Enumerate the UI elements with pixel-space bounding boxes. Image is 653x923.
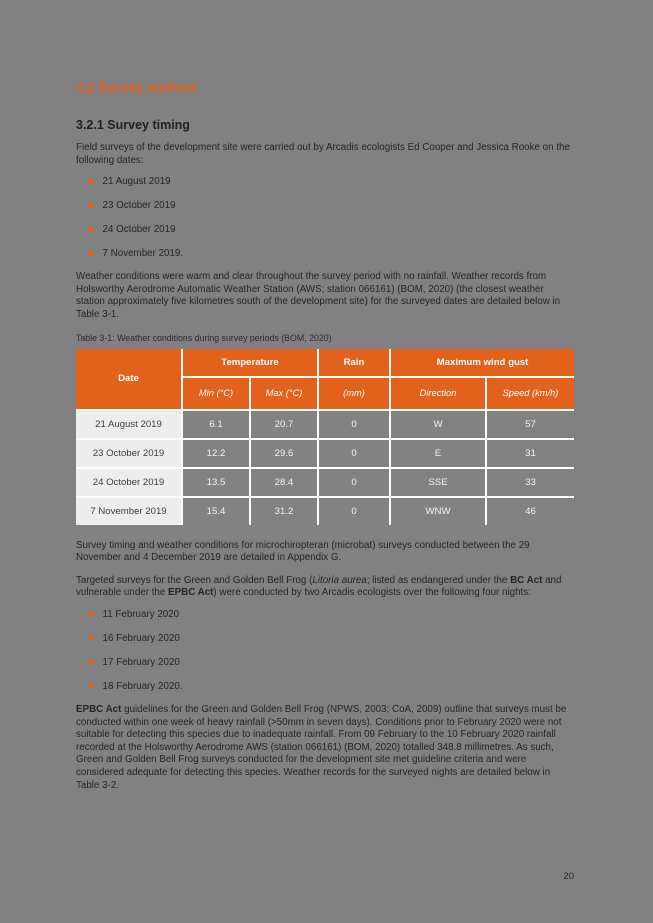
cell-min: 13.5 [183, 469, 249, 496]
epbc-paragraph [76, 704, 574, 792]
list-item-label: 21 August 2019 [102, 176, 171, 188]
cell-max: 20.7 [251, 411, 317, 438]
list-item [76, 632, 574, 645]
bullet-icon [88, 636, 93, 641]
frog-text-1: Targeted surveys for the Green and Golden Bell Frog ( [76, 574, 313, 586]
list-item-label: 18 February 2020. [102, 680, 183, 692]
list-item [76, 199, 574, 212]
cell-direction: WNW [391, 498, 485, 525]
cell-rain: 0 [319, 440, 389, 467]
frog-text-2: ; listed as endangered under the [366, 574, 511, 586]
list-item-label: 23 October 2019 [102, 200, 176, 212]
list-item [76, 247, 574, 260]
table-caption: Table 3-1: Weather conditions during survey periods (BOM, 2020) [76, 332, 332, 343]
list-item [76, 656, 574, 669]
bullet-icon [88, 612, 93, 617]
col-header-temperature: Temperature [183, 349, 317, 376]
col-subheader-direction: Direction [391, 378, 485, 409]
epbc-act-lead: EPBC Act [76, 703, 122, 715]
bullet-icon [88, 660, 93, 665]
cell-speed: 46 [487, 498, 574, 525]
cell-speed: 33 [487, 469, 574, 496]
cell-rain: 0 [319, 411, 389, 438]
page-number: 20 [563, 871, 574, 882]
col-subheader-mm: (mm) [319, 378, 389, 409]
list-item [76, 680, 574, 693]
bullet-icon [88, 203, 93, 208]
list-item-label: 11 February 2020 [102, 608, 180, 620]
cell-max: 28.4 [251, 469, 317, 496]
col-header-rain: Rain [319, 349, 389, 376]
frog-text-3: and vulnerable under the [76, 574, 562, 599]
section-heading: 3.2 Survey method [76, 80, 197, 95]
list-item-label: 7 November 2019. [102, 248, 184, 260]
cell-date: 24 October 2019 [76, 469, 181, 496]
cell-min: 15.4 [183, 498, 249, 525]
cell-date: 7 November 2019 [76, 498, 181, 525]
cell-rain: 0 [319, 469, 389, 496]
cell-min: 6.1 [183, 411, 249, 438]
cell-date: 23 October 2019 [76, 440, 181, 467]
col-header-wind-gust: Maximum wind gust [391, 349, 574, 376]
list-item-label: 16 February 2020 [102, 632, 180, 644]
cell-direction: E [391, 440, 485, 467]
col-subheader-min: Min (°C) [183, 378, 249, 409]
epbc-act-label: EPBC Act [168, 587, 214, 599]
weather-paragraph: Weather conditions were warm and clear throughout the survey period with no rainfall. Weather records from Holsworthy Aerodrome Automatic Weather Station (AWS; station 066161) (BOM, 2020) (the closest weather station approximately five kilometres south of the development site) for the surveyed dates are detailed below in Table 3-1. [76, 271, 561, 320]
cell-direction: W [391, 411, 485, 438]
weather-table [76, 349, 574, 525]
col-subheader-speed: Speed (km/h) [487, 378, 574, 409]
col-subheader-max: Max (°C) [251, 378, 317, 409]
bullet-icon [88, 179, 93, 184]
subsection-heading: 3.2.1 Survey timing [76, 118, 190, 132]
cell-max: 31.2 [251, 498, 317, 525]
cell-date: 21 August 2019 [76, 411, 181, 438]
cell-speed: 31 [487, 440, 574, 467]
cell-direction: SSE [391, 469, 485, 496]
list-item-label: 24 October 2019 [102, 224, 176, 236]
epbc-text: guidelines for the Green and Golden Bell Frog (NPWS, 2003; CoA, 2009) outline that surveys must be conducted within one week of heavy rainfall (>50mm in seven days). Conditions prior to February 2020 were not suitable for detecting this species due to inadequate rainfall. From 09 February to the 10 February 2020 rainfall recorded at the Holsworthy Aerodrome AWS (station 066161) (BOM, 2020) totalled 348.8 millimetres. As such, Green and Golden Bell Frog surveys conducted for the development site met guideline criteria and were considered adequate for detecting this species. Weather records for the surveyed nights are detailed below in Table 3-2. [76, 703, 567, 791]
bullet-icon [88, 251, 93, 256]
list-item [76, 608, 574, 621]
list-item [76, 223, 574, 236]
microbat-paragraph: Survey timing and weather conditions for microchiropteran (microbat) surveys conducted between the 29 November and 4 December 2019 are detailed in Appendix G. [76, 539, 530, 564]
cell-max: 29.6 [251, 440, 317, 467]
list-item-label: 17 February 2020 [102, 656, 180, 668]
list-item [76, 175, 574, 188]
cell-min: 12.2 [183, 440, 249, 467]
survey-dates-2020-list [76, 608, 574, 693]
bullet-icon [88, 227, 93, 232]
col-header-date: Date [76, 349, 181, 409]
species-name: Litoria aurea [312, 574, 367, 586]
frog-paragraph [76, 575, 574, 600]
survey-dates-2019-list [76, 175, 574, 260]
cell-rain: 0 [319, 498, 389, 525]
frog-text-4: ) were conducted by two Arcadis ecologists over the following four nights: [213, 587, 531, 599]
bc-act-label: BC Act [510, 574, 543, 586]
cell-speed: 57 [487, 411, 574, 438]
bullet-icon [88, 684, 93, 689]
intro-paragraph: Field surveys of the development site were carried out by Arcadis ecologists Ed Cooper and Jessica Rooke on the following dates: [76, 142, 570, 166]
